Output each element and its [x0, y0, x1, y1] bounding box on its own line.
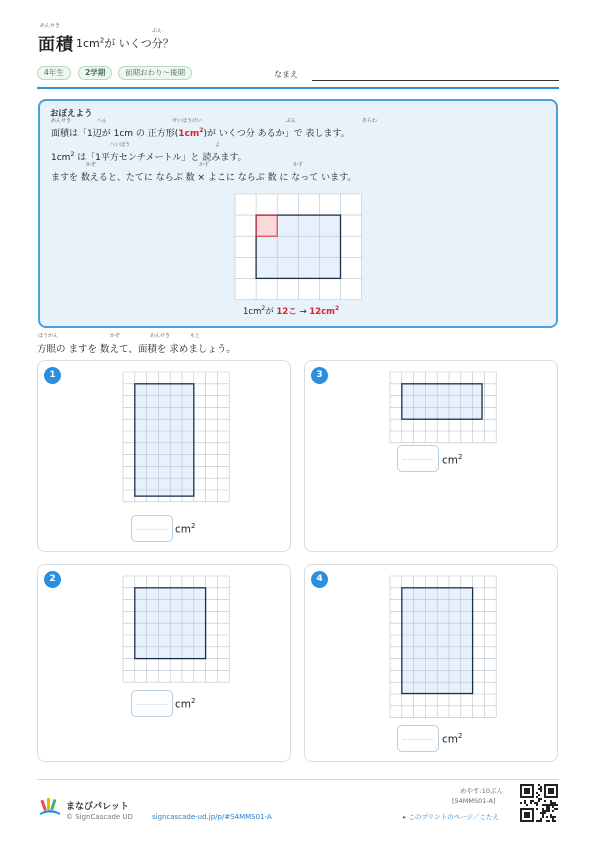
answer-input-3[interactable]	[397, 445, 439, 472]
answer-input-2[interactable]	[131, 690, 173, 717]
qr-module	[544, 810, 546, 812]
info-line-3: ますを 数えると、たてに ならぶ 数 × よこに ならぶ 数 に なって います。	[51, 173, 357, 183]
ruby: めんせき	[150, 333, 171, 339]
info-line-1: 面積は「1辺が 1cm の 正方形$(1cm^2)$が いくつ分 あるか」で 表します。	[51, 127, 350, 139]
problem-grid-4	[390, 576, 497, 716]
qr-module	[532, 800, 534, 802]
qr-module	[536, 796, 538, 798]
problem-grid-3	[390, 372, 497, 438]
qr-finder	[524, 812, 530, 818]
subtitle-ruby: ぶん	[152, 28, 163, 34]
ruby: へん	[97, 118, 108, 124]
qr-module	[538, 800, 540, 802]
info-heading: おぼえよう	[50, 109, 93, 119]
qr-module	[540, 788, 542, 790]
brand-name: まなびパレット	[66, 802, 129, 812]
qr-module	[554, 816, 556, 818]
footer-divider	[37, 779, 559, 780]
instruction-text: 方眼の ますを 数えて、面積を 求めましょう。	[37, 344, 236, 355]
qr-module	[538, 798, 540, 800]
qr-module	[538, 788, 540, 790]
problem-number-badge: 3	[311, 367, 328, 384]
period-tag: 前期おわり～後期	[118, 66, 192, 80]
qr-module	[542, 804, 544, 806]
qr-module	[530, 800, 532, 802]
qr-module	[542, 810, 544, 812]
title-ruby: めんせき	[40, 23, 61, 29]
problem-grid-2	[123, 576, 230, 681]
qr-finder	[524, 788, 530, 794]
qr-module	[550, 800, 552, 802]
qr-module	[536, 804, 538, 806]
ruby: もと	[190, 333, 201, 339]
qr-module	[546, 804, 548, 806]
qr-module	[550, 802, 552, 804]
shape-fill	[135, 384, 194, 496]
qr-module	[556, 808, 558, 810]
ruby: めんせき	[51, 118, 72, 124]
problem-number-badge: 2	[44, 571, 61, 588]
print-code: [S4MMS01-A]	[452, 797, 496, 805]
answer-input-1[interactable]	[131, 515, 173, 542]
example-caption: $1cm^2$が 12こ → $12cm^2$	[243, 305, 340, 317]
qr-module	[520, 802, 522, 804]
ruby: せいほうけい	[172, 118, 203, 124]
ruby: ぶん	[286, 118, 297, 124]
qr-module	[552, 810, 554, 812]
header-divider	[37, 87, 559, 89]
qr-module	[540, 820, 542, 822]
name-field[interactable]	[312, 80, 559, 81]
qr-module	[556, 804, 558, 806]
grade-tag: 4年生	[37, 66, 71, 80]
ruby: かぞ	[86, 162, 97, 168]
qr-module	[550, 816, 552, 818]
palette-logo-icon	[38, 795, 62, 817]
qr-module	[552, 816, 554, 818]
qr-module	[536, 808, 538, 810]
qr-module	[542, 814, 544, 816]
qr-module	[546, 808, 548, 810]
qr-module	[550, 804, 552, 806]
qr-module	[536, 820, 538, 822]
qr-module	[540, 786, 542, 788]
qr-module	[524, 802, 526, 804]
page-title: 面積	[38, 35, 74, 55]
qr-module	[546, 820, 548, 822]
qr-module	[552, 806, 554, 808]
qr-module	[554, 808, 556, 810]
qr-module	[552, 802, 554, 804]
qr-module	[542, 812, 544, 814]
unit-label: $cm^2$	[175, 522, 196, 536]
copyright: © SignCascade UD	[66, 813, 133, 821]
answer-input-4[interactable]	[397, 725, 439, 752]
qr-code-icon[interactable]	[520, 784, 558, 822]
qr-module	[544, 812, 546, 814]
ruby: ほうがん	[38, 333, 59, 339]
qr-module	[546, 816, 548, 818]
qr-module	[544, 800, 546, 802]
problem-number-badge: 1	[44, 367, 61, 384]
qr-module	[548, 804, 550, 806]
unit-label: $cm^2$	[175, 697, 196, 711]
problem-grid-1	[123, 372, 230, 500]
unit-label: $cm^2$	[442, 453, 463, 467]
ruby: かぞ	[110, 333, 121, 339]
qr-module	[548, 820, 550, 822]
term-tag: 2学期	[78, 66, 112, 80]
qr-module	[544, 804, 546, 806]
qr-module	[540, 798, 542, 800]
qr-module	[538, 820, 540, 822]
qr-module	[554, 804, 556, 806]
qr-module	[542, 816, 544, 818]
qr-module	[538, 794, 540, 796]
print-page-link[interactable]: ▸ このプリントのページ／こたえ	[403, 813, 499, 821]
qr-module	[536, 802, 538, 804]
qr-module	[546, 810, 548, 812]
unit-square	[256, 215, 277, 236]
qr-module	[542, 808, 544, 810]
qr-module	[538, 784, 540, 786]
qr-module	[530, 802, 532, 804]
example-grid	[235, 194, 362, 300]
qr-module	[534, 802, 536, 804]
unit-label: $cm^2$	[442, 732, 463, 746]
qr-module	[526, 804, 528, 806]
qr-module	[548, 806, 550, 808]
qr-module	[540, 818, 542, 820]
qr-module	[540, 790, 542, 792]
qr-module	[552, 804, 554, 806]
qr-module	[536, 792, 538, 794]
qr-finder	[548, 788, 554, 794]
qr-module	[552, 820, 554, 822]
ruby: あらわ	[362, 118, 378, 124]
name-label: なまえ	[274, 70, 298, 79]
ruby: かず	[199, 162, 210, 168]
qr-module	[554, 820, 556, 822]
qr-module	[550, 814, 552, 816]
time-estimate: めやす:10ぷん	[460, 787, 503, 795]
qr-module	[548, 808, 550, 810]
info-line-2: $1cm^2$ は「1平方センチメートル」と 読みます。	[51, 151, 247, 163]
qr-module	[546, 806, 548, 808]
qr-module	[524, 800, 526, 802]
qr-module	[554, 802, 556, 804]
qr-module	[548, 810, 550, 812]
qr-module	[552, 818, 554, 820]
site-link[interactable]: signcascade-ud.jp/p/#S4MMS01-A	[152, 813, 272, 821]
problem-number-badge: 4	[311, 571, 328, 588]
ruby: よ	[215, 142, 221, 148]
ruby: へいほう	[110, 142, 131, 148]
qr-module	[540, 812, 542, 814]
page-subtitle: $1cm^2$が いくつ分？	[76, 36, 174, 50]
ruby: かず	[293, 162, 304, 168]
